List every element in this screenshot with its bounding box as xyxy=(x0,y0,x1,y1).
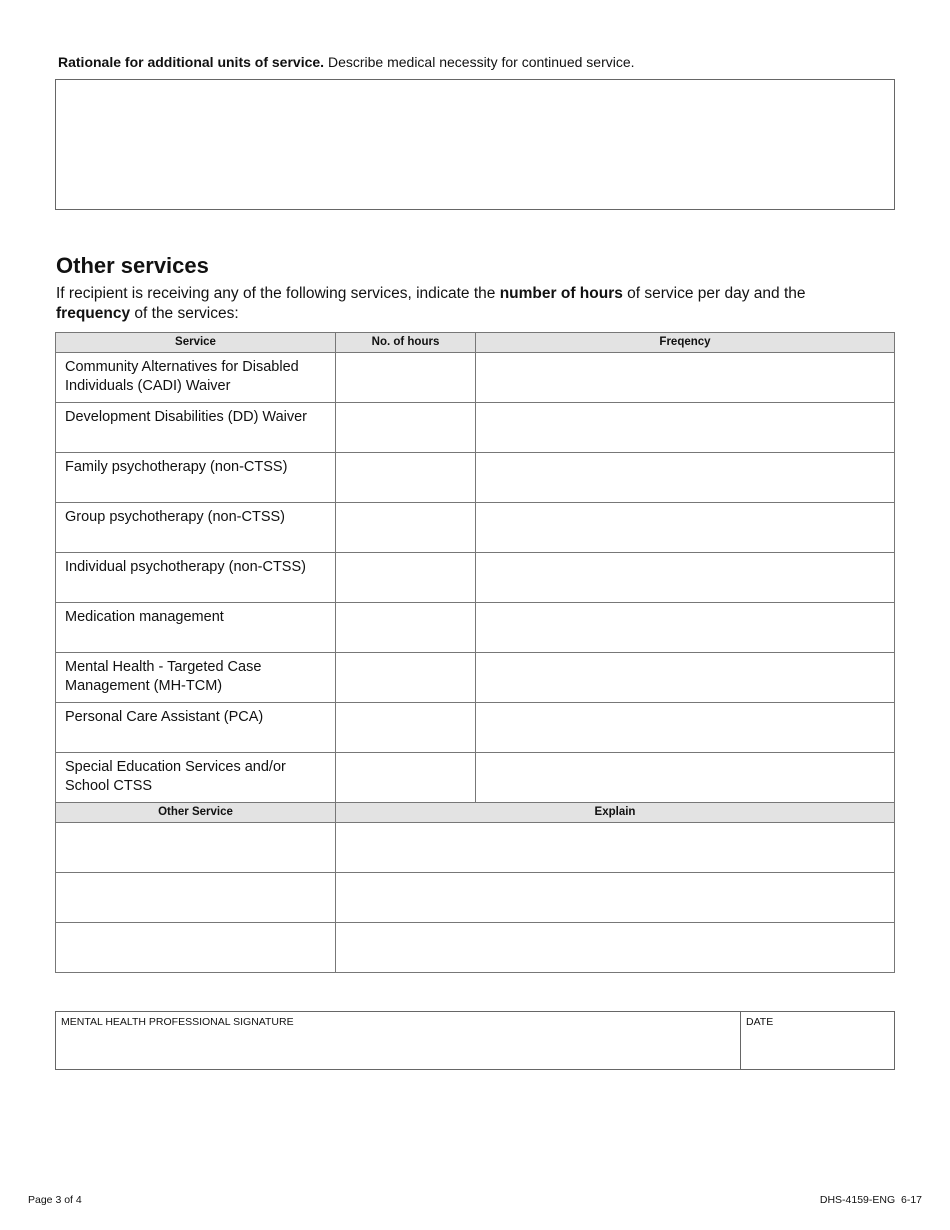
rationale-label-bold: Rationale for additional units of service. xyxy=(58,54,325,70)
intro-text: of the services: xyxy=(130,305,239,322)
frequency-field[interactable] xyxy=(476,653,895,703)
frequency-field[interactable] xyxy=(476,553,895,603)
page-number: Page 3 of 4 xyxy=(28,1194,82,1206)
intro-bold: number of hours xyxy=(499,285,623,302)
header-service: Service xyxy=(56,333,336,353)
hours-field[interactable] xyxy=(336,603,476,653)
header-hours: No. of hours xyxy=(336,333,476,353)
other-header-row xyxy=(56,803,895,823)
hours-field[interactable] xyxy=(336,553,476,603)
frequency-field[interactable] xyxy=(476,703,895,753)
service-name-cell xyxy=(56,503,336,553)
header-frequency: Freqency xyxy=(476,333,895,353)
service-name-cell xyxy=(56,753,336,803)
service-name: Group psychotherapy (non-CTSS) xyxy=(65,509,286,525)
frequency-field[interactable] xyxy=(476,453,895,503)
signature-table xyxy=(55,1011,895,1070)
table-row xyxy=(56,503,895,553)
table-row xyxy=(56,603,895,653)
frequency-field[interactable] xyxy=(476,603,895,653)
table-header-row xyxy=(56,333,895,353)
intro-text: If recipient is receiving any of the following services, indicate the xyxy=(56,285,500,302)
signature-label: MENTAL HEALTH PROFESSIONAL SIGNATURE xyxy=(61,1016,294,1028)
service-name: Mental Health - Targeted Case Management (MH-TCM) xyxy=(65,659,262,694)
service-name-cell xyxy=(56,403,336,453)
service-name: Medication management xyxy=(65,609,224,625)
rationale-label xyxy=(58,54,635,70)
frequency-field[interactable] xyxy=(476,403,895,453)
table-row xyxy=(56,453,895,503)
service-name-cell xyxy=(56,703,336,753)
service-name: Community Alternatives for Disabled Individuals (CADI) Waiver xyxy=(65,359,299,394)
service-name-cell xyxy=(56,553,336,603)
service-name-cell xyxy=(56,653,336,703)
table-row xyxy=(56,703,895,753)
hours-field[interactable] xyxy=(336,653,476,703)
service-name: Personal Care Assistant (PCA) xyxy=(65,709,264,725)
service-name-cell xyxy=(56,353,336,403)
intro-text: of service per day and the xyxy=(622,285,806,302)
header-other-service: Other Service xyxy=(56,803,336,823)
explain-field[interactable] xyxy=(336,873,895,923)
signature-field[interactable] xyxy=(56,1012,741,1070)
explain-field[interactable] xyxy=(336,823,895,873)
hours-field[interactable] xyxy=(336,703,476,753)
service-name: Development Disabilities (DD) Waiver xyxy=(65,409,307,425)
service-name-cell xyxy=(56,603,336,653)
other-row xyxy=(56,873,895,923)
frequency-field[interactable] xyxy=(476,503,895,553)
table-row xyxy=(56,553,895,603)
frequency-field[interactable] xyxy=(476,753,895,803)
table-row xyxy=(56,653,895,703)
other-service-field[interactable] xyxy=(56,823,336,873)
section-intro xyxy=(56,284,856,324)
hours-field[interactable] xyxy=(336,503,476,553)
explain-field[interactable] xyxy=(336,923,895,973)
table-row xyxy=(56,403,895,453)
table-row xyxy=(56,353,895,403)
section-title: Other services xyxy=(56,253,209,278)
service-name: Individual psychotherapy (non-CTSS) xyxy=(65,559,306,575)
service-name: Special Education Services and/or School CTSS xyxy=(65,759,286,794)
service-name: Family psychotherapy (non-CTSS) xyxy=(65,459,288,475)
frequency-field[interactable] xyxy=(476,353,895,403)
hours-field[interactable] xyxy=(336,403,476,453)
other-row xyxy=(56,823,895,873)
rationale-label-text: Describe medical necessity for continued service. xyxy=(324,54,635,70)
table-row xyxy=(56,753,895,803)
form-id: DHS-4159-ENG 6-17 xyxy=(819,1194,922,1206)
other-row xyxy=(56,923,895,973)
hours-field[interactable] xyxy=(336,353,476,403)
date-field[interactable] xyxy=(741,1012,895,1070)
other-service-field[interactable] xyxy=(56,873,336,923)
rationale-textbox[interactable] xyxy=(55,79,895,210)
date-label: DATE xyxy=(746,1016,774,1028)
hours-field[interactable] xyxy=(336,753,476,803)
intro-bold: frequency xyxy=(56,305,131,322)
services-table xyxy=(55,332,895,973)
hours-field[interactable] xyxy=(336,453,476,503)
other-service-field[interactable] xyxy=(56,923,336,973)
service-name-cell xyxy=(56,453,336,503)
header-explain: Explain xyxy=(336,803,895,823)
